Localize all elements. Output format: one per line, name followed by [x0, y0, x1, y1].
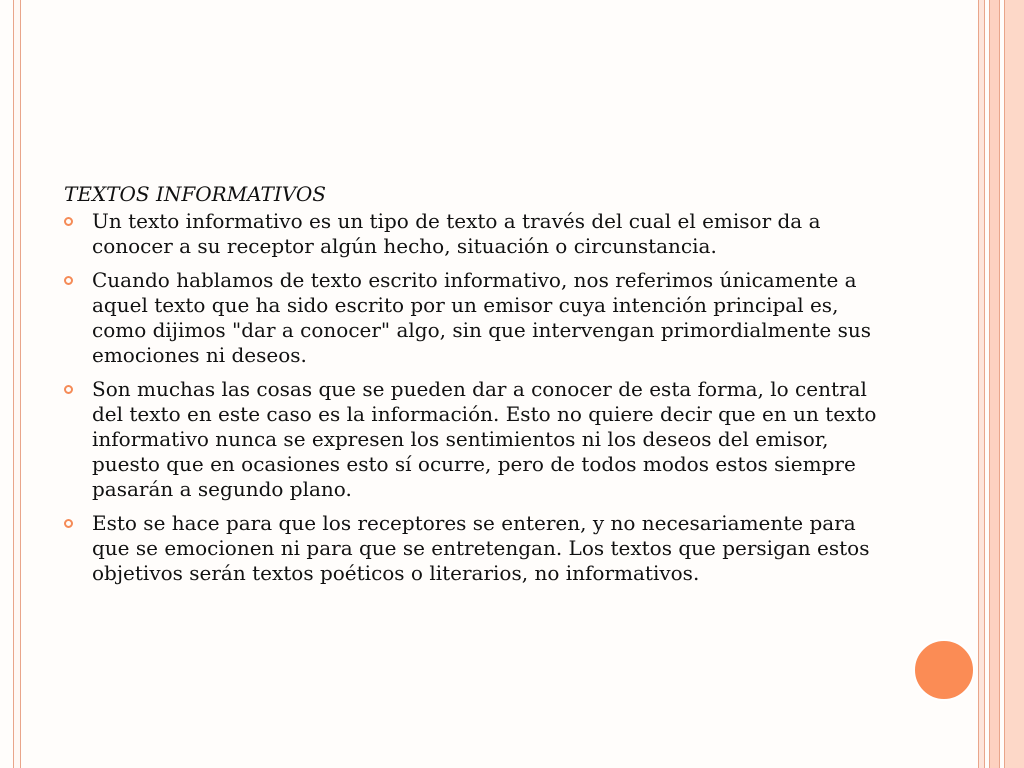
hollow-circle-bullet-icon — [64, 385, 73, 394]
bullet-item — [64, 268, 894, 368]
bullet-text: Son muchas las cosas que se pueden dar a conocer de esta forma, lo central del texto en este caso es la información. Esto no quiere decir que en un texto informativo nunca se expresen los sentimientos ni los deseos del emisor, puesto que en ocasiones esto sí ocurre, pero de todos modos estos siempre pasarán a segundo plano. — [92, 377, 877, 501]
bullet-text: Cuando hablamos de texto escrito informativo, nos referimos únicamente a aquel texto que ha sido escrito por un emisor cuya intención principal es, como dijimos "dar a conocer" algo, sin que intervengan primordialmente sus emociones ni deseos. — [92, 268, 871, 367]
bullet-text: Esto se hace para que los receptores se enteren, y no necesariamente para que se emocionen ni para que se entretengan. Los textos que persigan estos objetivos serán textos poéticos o literarios, no informativos. — [92, 511, 870, 585]
bullet-item — [64, 377, 894, 502]
bullet-item — [64, 511, 894, 586]
hollow-circle-bullet-icon — [64, 217, 73, 226]
orange-circle-decoration — [913, 639, 975, 701]
hollow-circle-bullet-icon — [64, 519, 73, 528]
slide-heading: TEXTOS INFORMATIVOS — [64, 182, 326, 206]
right-decorative-border-inner — [978, 0, 985, 768]
bullet-item — [64, 209, 894, 259]
hollow-circle-bullet-icon — [64, 276, 73, 285]
slide-content — [64, 182, 894, 595]
right-decorative-border-outer — [1004, 0, 1024, 768]
left-decorative-border — [13, 0, 21, 768]
bullet-list — [64, 209, 894, 586]
bullet-text: Un texto informativo es un tipo de texto a través del cual el emisor da a conocer a su receptor algún hecho, situación o circunstancia. — [92, 209, 821, 258]
right-decorative-border-middle — [989, 0, 1000, 768]
